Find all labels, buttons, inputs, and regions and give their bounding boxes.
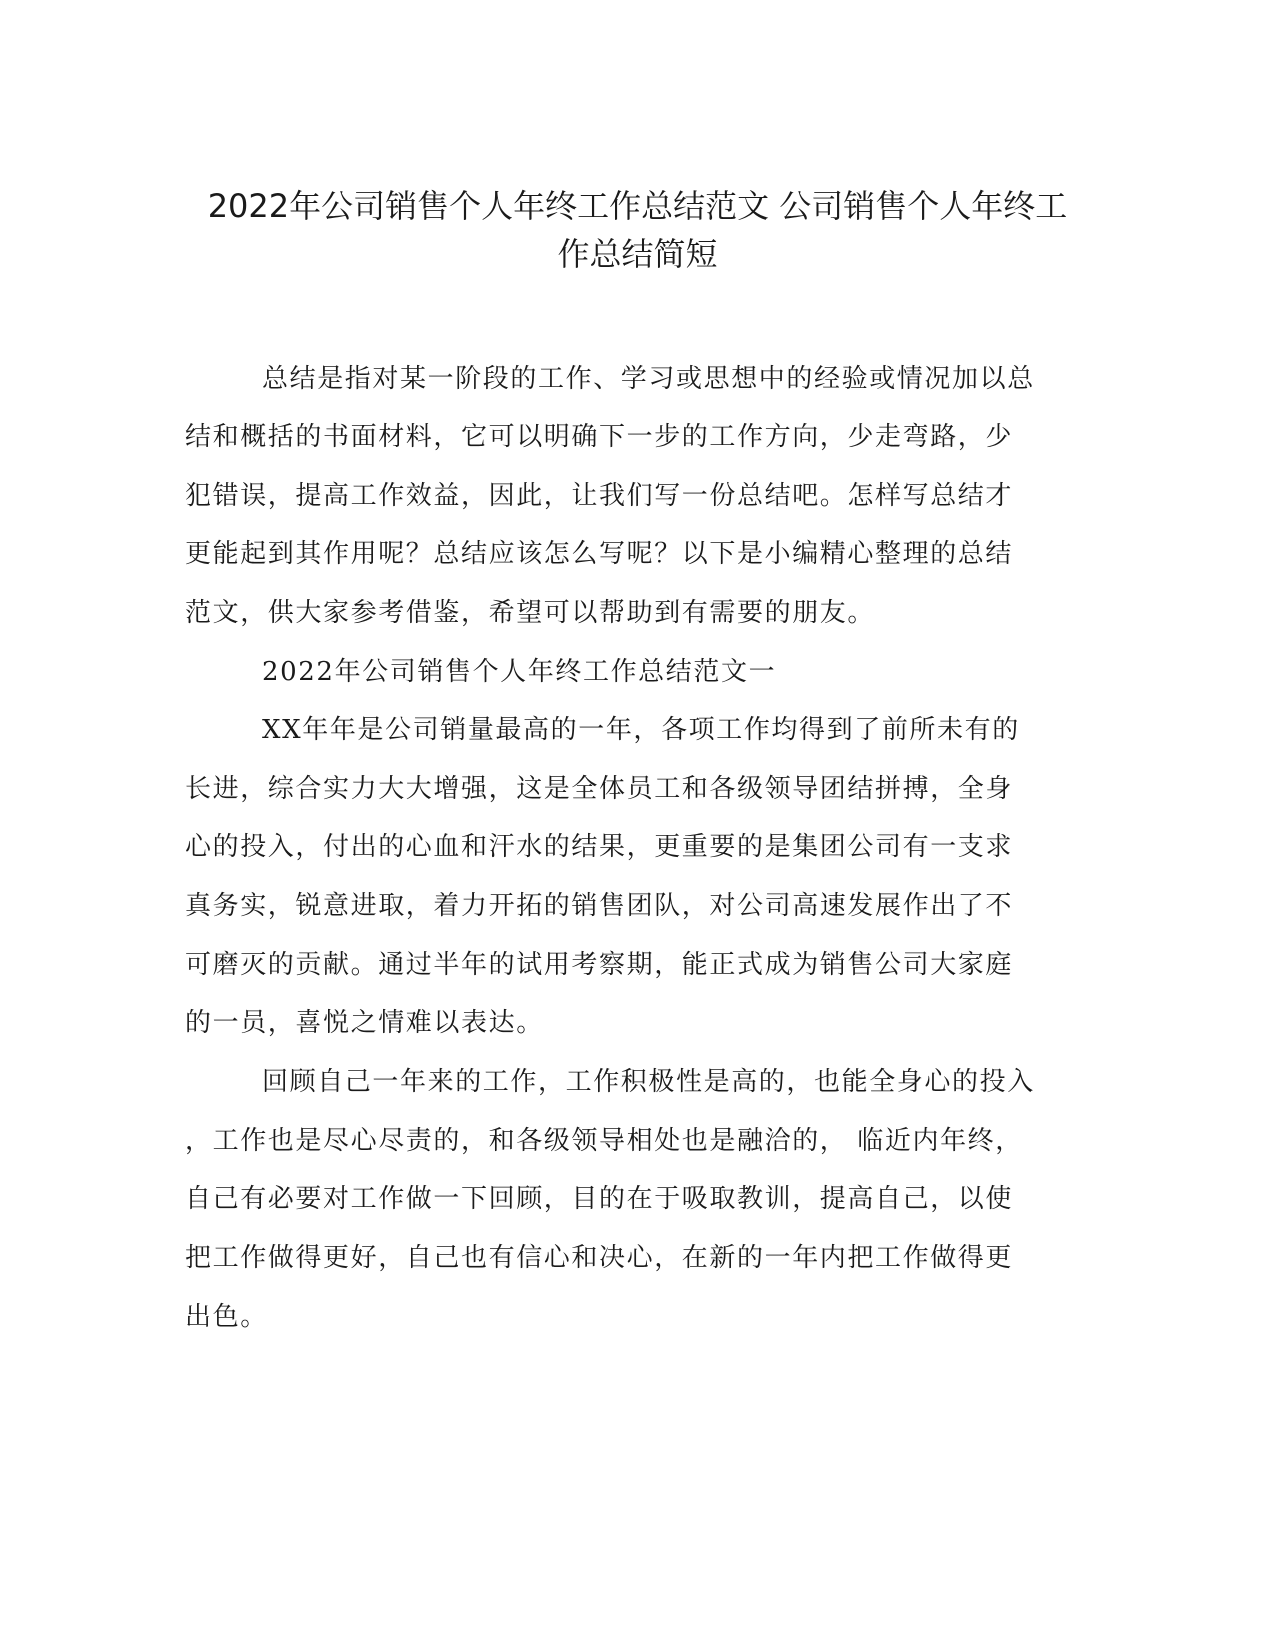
text-line: 心的投入，付出的心血和汗水的结果，更重要的是集团公司有一支求 (185, 832, 1014, 862)
text-line: 自己有必要对工作做一下回顾，目的在于吸取教训，提高自己，以使 (185, 1184, 1014, 1214)
title-line-1: 2022年公司销售个人年终工作总结范文 公司销售个人年终工 (207, 187, 1068, 225)
text-line: 把工作做得更好，自己也有信心和决心，在新的一年内把工作做得更 (185, 1243, 1014, 1273)
text-line: ，工作也是尽心尽责的，和各级领导相处也是融洽的， 临近内年终， (185, 1126, 1023, 1156)
text-line: 范文，供大家参考借鉴，希望可以帮助到有需要的朋友。 (185, 598, 876, 628)
text-line: 的一员，喜悦之情难以表达。 (185, 1008, 544, 1038)
text-line: XX年年是公司销量最高的一年，各项工作均得到了前所未有的 (262, 715, 1020, 745)
text-line: 可磨灭的贡献。通过半年的试用考察期，能正式成为销售公司大家庭 (185, 950, 1014, 980)
text-line: 长进，综合实力大大增强，这是全体员工和各级领导团结拼搏，全身 (185, 774, 1014, 804)
text-line: 结和概括的书面材料，它可以明确下一步的工作方向，少走弯路，少 (185, 422, 1014, 452)
text-line: 总结是指对某一阶段的工作、学习或思想中的经验或情况加以总 (262, 364, 1035, 394)
text-line: 出色。 (185, 1302, 268, 1332)
section-heading: 2022年公司销售个人年终工作总结范文一 (262, 657, 777, 687)
text-line: 真务实，锐意进取，着力开拓的销售团队，对公司高速发展作出了不 (185, 891, 1014, 921)
title-line-2: 作总结简短 (557, 235, 718, 273)
text-line: 犯错误，提高工作效益，因此，让我们写一份总结吧。怎样写总结才 (185, 481, 1014, 511)
document-title (150, 182, 1125, 278)
text-line: 回顾自己一年来的工作，工作积极性是高的，也能全身心的投入 (262, 1067, 1035, 1097)
text-line: 更能起到其作用呢？总结应该怎么写呢？以下是小编精心整理的总结 (185, 539, 1014, 569)
